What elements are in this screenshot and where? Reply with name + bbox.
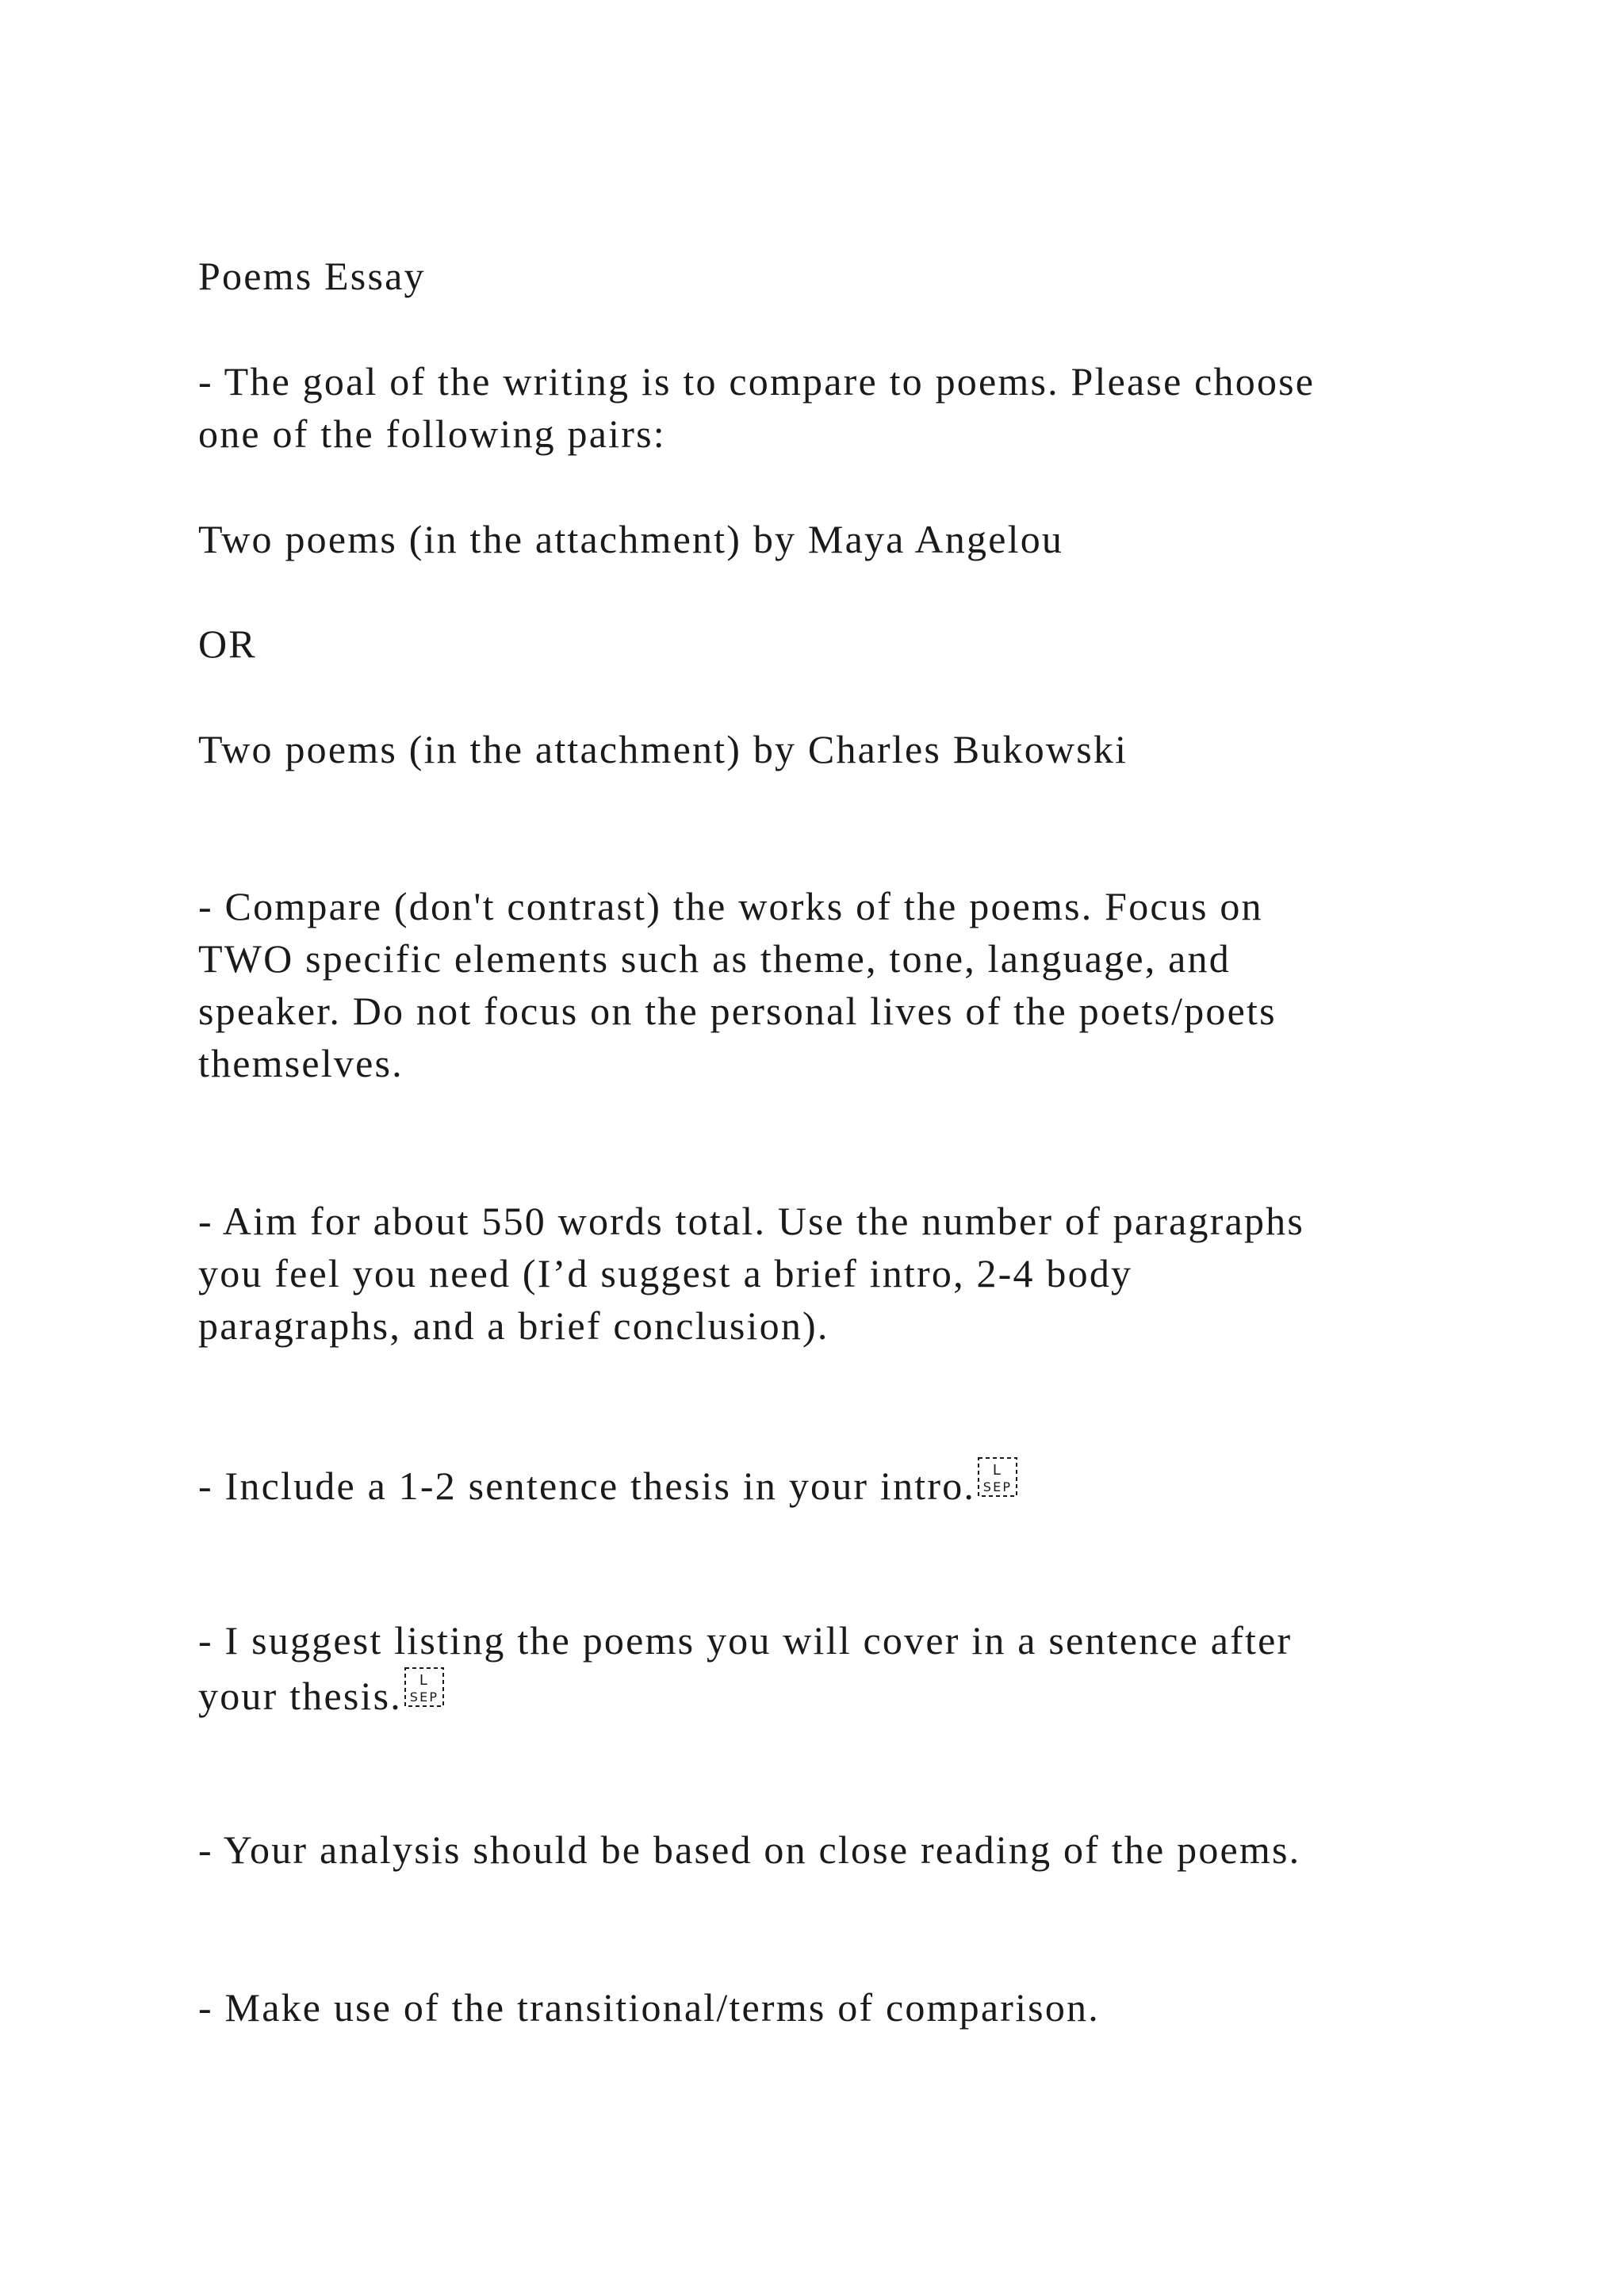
sep-glyph-top-letter: L [419, 1672, 430, 1689]
thesis-line [198, 1456, 1018, 1512]
length-line-1: - Aim for about 550 words total. Use the number of paragraphs [198, 1199, 1305, 1243]
option-maya-angelou: Two poems (in the attachment) by Maya Angelou [198, 517, 1064, 561]
sep-control-glyph-icon [977, 1456, 1018, 1498]
sep-glyph-bottom-letters: SEP [409, 1689, 439, 1705]
compare-line-1: - Compare (don't contrast) the works of the poems. Focus on [198, 884, 1263, 928]
option-charles-bukowski: Two poems (in the attachment) by Charles Bukowski [198, 727, 1128, 771]
intro-line-2: one of the following pairs: [198, 411, 666, 456]
length-line-2: you feel you need (I’d suggest a brief intro, 2-4 body [198, 1251, 1133, 1295]
length-line-3: paragraphs, and a brief conclusion). [198, 1303, 829, 1348]
or-separator-text: OR [198, 622, 257, 666]
sep-glyph-top-letter: L [992, 1462, 1003, 1479]
listing-line-1: - I suggest listing the poems you will cover in a sentence after [198, 1618, 1293, 1663]
listing-line-2 [198, 1667, 445, 1722]
intro-line-1: - The goal of the writing is to compare to poems. Please choose [198, 359, 1316, 404]
sep-control-glyph-icon [404, 1667, 445, 1708]
transitions-line: - Make use of the transitional/terms of comparison. [198, 1985, 1100, 2030]
sep-glyph-bottom-letters: SEP [982, 1479, 1013, 1494]
compare-line-4: themselves. [198, 1041, 404, 1085]
document-title: Poems Essay [198, 254, 426, 298]
listing-line-2-text: your thesis. [198, 1674, 402, 1718]
thesis-text: - Include a 1-2 sentence thesis in your intro. [198, 1464, 976, 1508]
compare-line-2: TWO specific elements such as theme, tone, language, and [198, 936, 1231, 981]
compare-line-3: speaker. Do not focus on the personal lives of the poets/poets [198, 989, 1277, 1033]
analysis-line: - Your analysis should be based on close reading of the poems. [198, 1827, 1301, 1872]
